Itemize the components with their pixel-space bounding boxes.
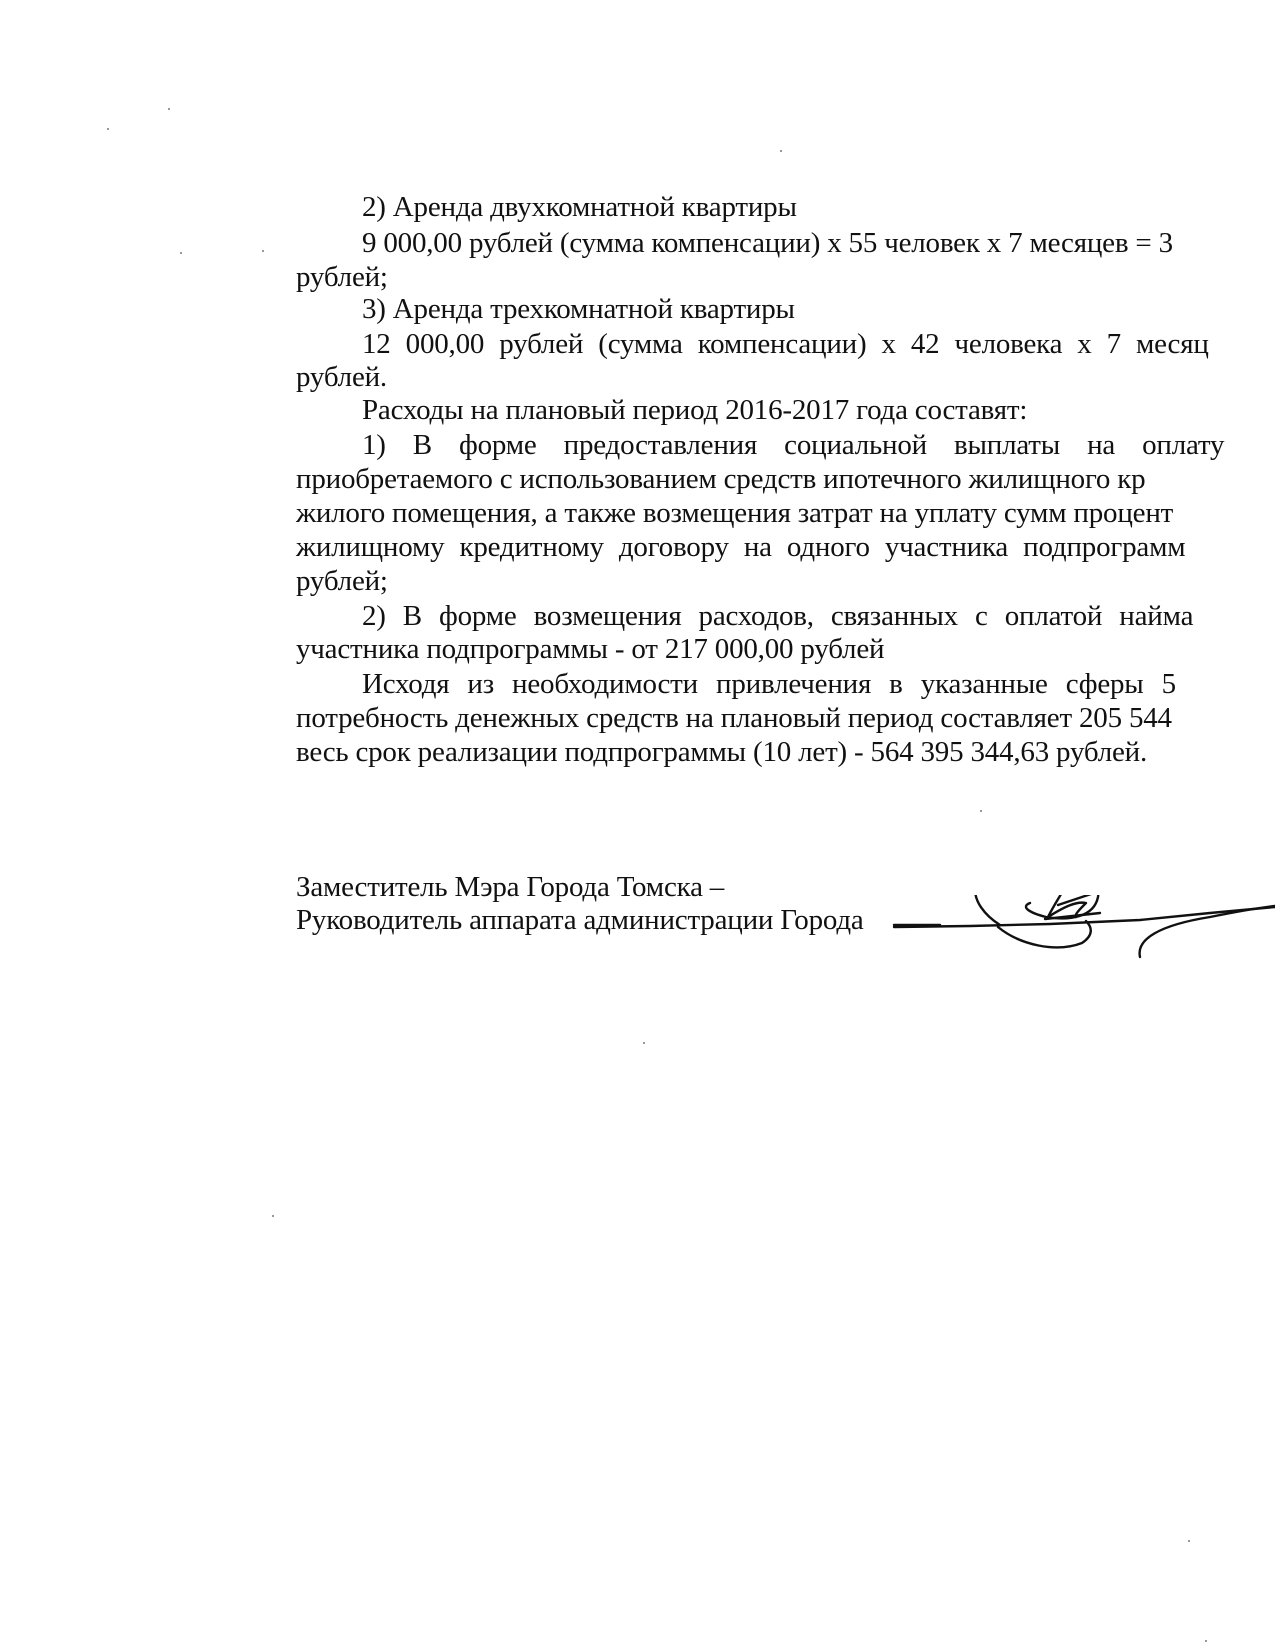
scan-speck (168, 108, 170, 110)
text-line: рублей; (296, 261, 388, 293)
scan-speck (1188, 1540, 1190, 1542)
text-line: 2) Аренда двухкомнатной квартиры (362, 191, 797, 223)
text-line: жилищному кредитному договору на одного участника подпрограмм (296, 531, 1186, 563)
scan-speck (180, 252, 182, 254)
scan-speck (107, 128, 109, 130)
text-line: 12 000,00 рублей (сумма компенсации) х 42 человека х 7 месяц (362, 328, 1209, 360)
text-line: потребность денежных средств на плановый период составляет 205 544 (296, 702, 1172, 734)
scan-speck (272, 1215, 274, 1217)
signatory-position-line-2: Руководитель аппарата администрации Города (296, 904, 864, 936)
scan-speck (980, 810, 982, 812)
scan-speck (780, 150, 782, 152)
text-line: участника подпрограммы - от 217 000,00 рублей (296, 633, 885, 665)
text-line: весь срок реализации подпрограммы (10 лет) - 564 395 344,63 рублей. (296, 736, 1148, 768)
text-line: 2) В форме возмещения расходов, связанных с оплатой найма (362, 600, 1194, 632)
text-line: рублей; (296, 565, 388, 597)
text-line: Расходы на плановый период 2016-2017 года составят: (362, 394, 1028, 426)
handwritten-signature (880, 895, 1275, 1025)
scan-speck (1205, 1640, 1207, 1642)
text-line: 3) Аренда трехкомнатной квартиры (362, 293, 795, 325)
signatory-position-line-1: Заместитель Мэра Города Томска – (296, 871, 725, 903)
scan-speck (262, 250, 264, 252)
scan-speck (643, 1042, 645, 1044)
text-line: жилого помещения, а также возмещения затрат на уплату сумм процент (296, 497, 1174, 529)
text-line: 9 000,00 рублей (сумма компенсации) х 55 человек х 7 месяцев = 3 (362, 227, 1173, 259)
text-line: Исходя из необходимости привлечения в указанные сферы 5 (362, 668, 1176, 700)
text-line: приобретаемого с использованием средств ипотечного жилищного кр (296, 463, 1146, 495)
text-line: 1) В форме предоставления социальной выплаты на оплату (362, 429, 1225, 461)
text-line: рублей. (296, 361, 387, 393)
